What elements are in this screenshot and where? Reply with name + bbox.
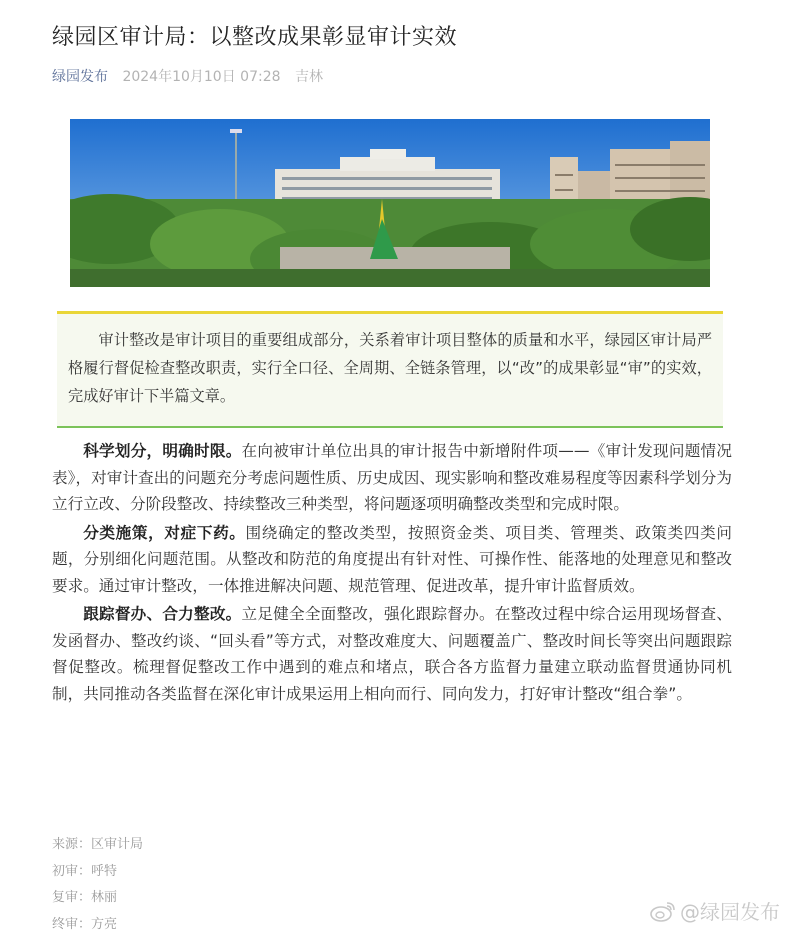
publish-location: 吉林 (295, 69, 323, 85)
watermark-text: @绿园发布 (680, 896, 780, 925)
article-title: 绿园区审计局：以整改成果彰显审计实效 (52, 20, 457, 51)
credit-final-review: 终审：方亮 (52, 912, 143, 938)
account-link[interactable]: 绿园发布 (52, 69, 108, 85)
weibo-watermark (650, 896, 780, 925)
paragraph-text: 立足健全全面整改，强化跟踪督办。在整改过程中综合运用现场督查、发函督办、整改约谈、“回头看”等方式，对整改难度大、问题覆盖广、整改时间长等突出问题跟踪督促整改。梳理督促整改工作中遇到的难点和堵点，联合各方监督力量建立联动监督贯通协同机制，共同推动各类监督在深化审计成果运用上相向而行、同向发力，打好审计整改“组合拳”。 (52, 605, 732, 703)
publish-time: 2024年10月10日 07:28 (122, 69, 280, 85)
paragraph-lead: 分类施策，对症下药。 (83, 524, 245, 542)
body-paragraph (52, 601, 732, 707)
body-paragraph (52, 438, 732, 518)
intro-text: 审计整改是审计项目的重要组成部分，关系着审计项目整体的质量和水平，绿园区审计局严格履行督促检查整改职责，实行全口径、全周期、全链条管理，以“改”的成果彰显“审”的实效，完成好审计下半篇文章。 (68, 326, 712, 410)
credit-source: 来源：区审计局 (52, 832, 143, 859)
article-body (52, 438, 732, 709)
article-meta (52, 66, 323, 86)
paragraph-lead: 科学划分，明确时限。 (83, 442, 241, 460)
paragraph-text: 在向被审计单位出具的审计报告中新增附件项——《审计发现问题情况表》，对审计查出的问题充分考虑问题性质、历史成因、现实影响和整改难易程度等因素科学划分为立行立改、分阶段整改、持续整改三种类型，将问题逐项明确整改类型和完成时限。 (52, 442, 732, 513)
article-photo (70, 119, 710, 287)
paragraph-text: 围绕确定的整改类型，按照资金类、项目类、管理类、政策类四类问题，分别细化问题范围。从整改和防范的角度提出有针对性、可操作性、能落地的处理意见和整改要求。通过审计整改，一体推进解决问题、规范管理、促进改革，提升审计监督质效。 (52, 524, 732, 595)
weibo-icon (650, 900, 676, 922)
credit-first-review: 初审：呼特 (52, 859, 143, 886)
credit-second-review: 复审：林丽 (52, 885, 143, 912)
paragraph-lead: 跟踪督办、合力整改。 (83, 605, 241, 623)
body-paragraph (52, 520, 732, 600)
article-credits (52, 832, 143, 938)
intro-summary-box (57, 311, 723, 428)
